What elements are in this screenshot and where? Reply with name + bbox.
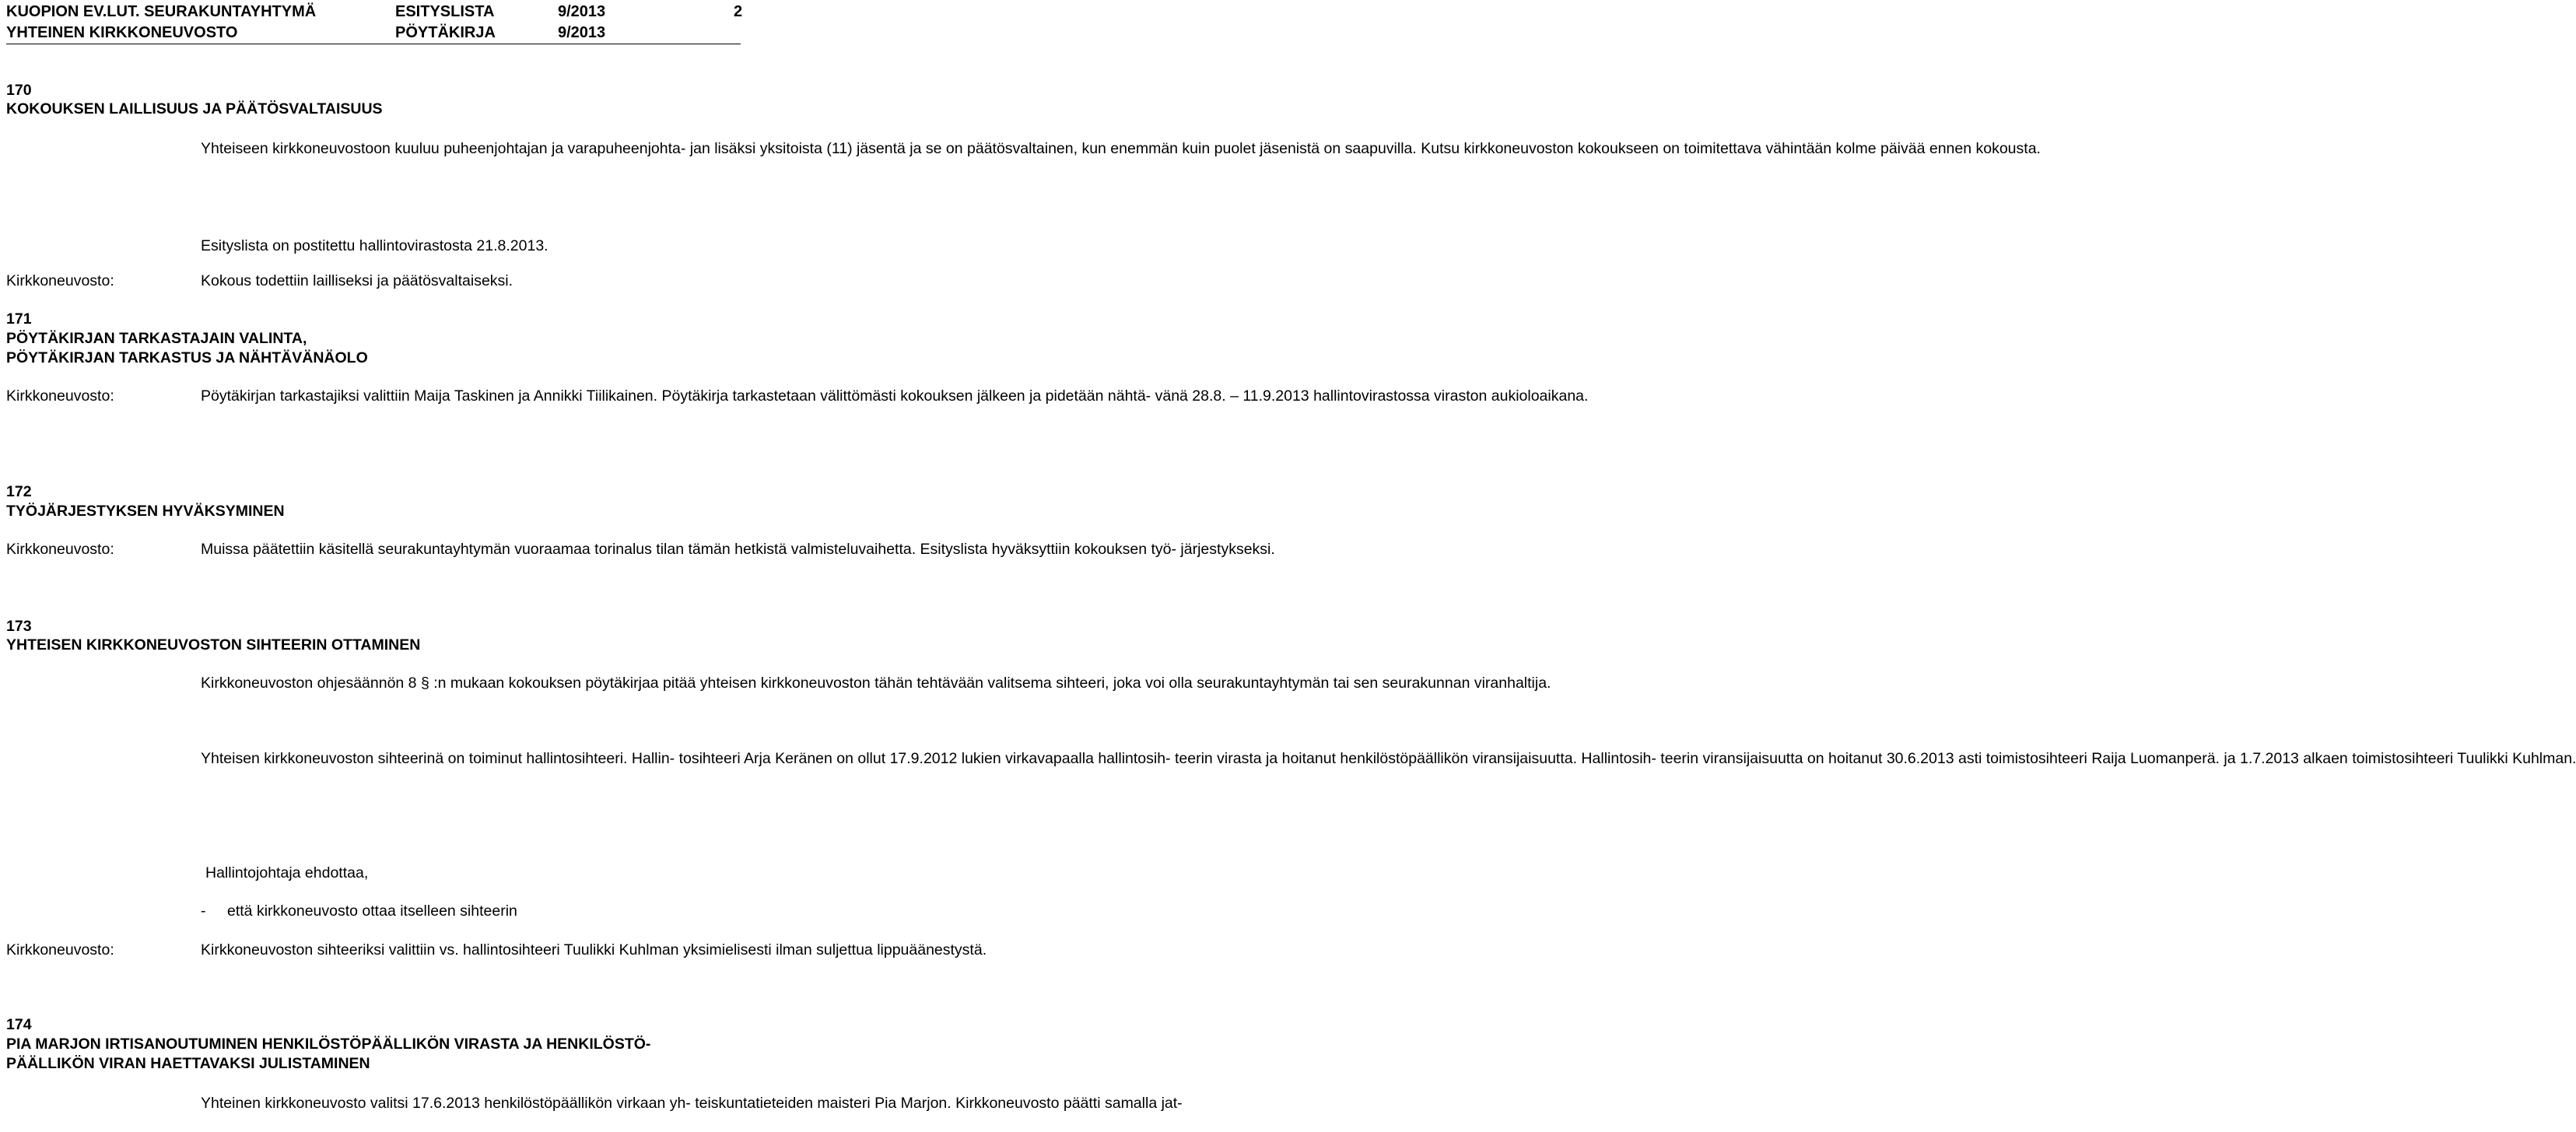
section-170-decision-label: Kirkkoneuvosto: (6, 272, 114, 289)
section-173-decision: Kirkkoneuvoston sihteeriksi valittiin vs. hallintosihteeri Tuulikki Kuhlman yksimielisesti ilman suljettua lippuäänestystä. (201, 941, 987, 959)
list-dash: - (201, 902, 206, 920)
section-172-decision: Muissa päätettiin käsitellä seurakuntayhtymän vuoraamaa torinalus tilan tämän hetkistä valmisteluvaihetta. Esityslista hyväksyttiin kokouksen työ- järjestykseksi. (201, 541, 1275, 558)
section-173-decision-label: Kirkkoneuvosto: (6, 941, 114, 959)
section-174-title: PIA MARJON IRTISANOUTUMINEN HENKILÖSTÖPÄÄLLIKÖN VIRASTA JA HENKILÖSTÖ- PÄÄLLIKÖN VIRAN HAETTAVAKSI JULISTAMINEN (6, 1036, 651, 1072)
section-170-agenda-note: Esityslista on postitettu hallintovirastosta 21.8.2013. (201, 237, 548, 254)
section-172-decision-label: Kirkkoneuvosto: (6, 541, 114, 558)
section-173-proposal-intro: Hallintojohtaja ehdottaa, (205, 864, 369, 881)
section-173-number: 173 (6, 618, 32, 635)
organization-name: KUOPION EV.LUT. SEURAKUNTAYHTYMÄ (6, 3, 317, 20)
page-number: 2 (734, 3, 743, 20)
section-172-title: TYÖJÄRJESTYKSEN HYVÄKSYMINEN (6, 503, 285, 520)
section-171-title: PÖYTÄKIRJAN TARKASTAJAIN VALINTA, PÖYTÄKIRJAN TARKASTUS JA NÄHTÄVÄNÄOLO (6, 330, 368, 366)
body-name: YHTEINEN KIRKKONEUVOSTO (6, 24, 238, 41)
doc-type-agenda: ESITYSLISTA (395, 3, 495, 20)
agenda-number: 9/2013 (558, 3, 606, 20)
minutes-number: 9/2013 (558, 24, 606, 41)
section-173-title: YHTEISEN KIRKKONEUVOSTON SIHTEERIN OTTAMINEN (6, 636, 421, 654)
section-170-title: KOKOUKSEN LAILLISUUS JA PÄÄTÖSVALTAISUUS (6, 100, 383, 117)
proposal-item-text: että kirkkoneuvosto ottaa itselleen sihteerin (227, 902, 517, 920)
section-173-proposal-item (201, 902, 517, 921)
doc-type-minutes: PÖYTÄKIRJA (395, 24, 496, 41)
section-174-number: 174 (6, 1016, 32, 1033)
document-header (6, 2, 744, 45)
section-171-decision-label: Kirkkoneuvosto: (6, 387, 114, 405)
section-172-number: 172 (6, 483, 32, 500)
section-171-decision: Pöytäkirjan tarkastajiksi valittiin Maija Taskinen ja Annikki Tiilikainen. Pöytäkirja tarkastetaan välittömästi kokouksen jälkeen ja pidetään nähtä- vänä 28.8. – 11.9.2013 hallintovirastossa viraston aukioloaikana. (201, 387, 1589, 405)
section-170-paragraph: Yhteiseen kirkkoneuvostoon kuuluu puheenjohtajan ja varapuheenjohta- jan lisäksi yksitoista (11) jäsentä ja se on päätösvaltainen, kun enemmän kuin puolet jäsenistä on saapuvilla. Kutsu kirkkoneuvoston kokoukseen on toimitettava vähintään kolme päivää ennen kokousta. (201, 140, 2041, 157)
section-171-number: 171 (6, 310, 32, 328)
section-170-number: 170 (6, 82, 32, 99)
section-173-paragraph-1: Kirkkoneuvoston ohjesäännön 8 § :n mukaan kokouksen pöytäkirjaa pitää yhteisen kirkkoneuvoston tähän tehtävään valitsema sihteeri, joka voi olla seurakuntayhtymän tai sen seurakunnan viranhaltija. (201, 675, 1551, 692)
section-170-decision: Kokous todettiin lailliseksi ja päätösvaltaiseksi. (201, 272, 513, 289)
section-173-paragraph-2: Yhteisen kirkkoneuvoston sihteerinä on toiminut hallintosihteeri. Hallin- tosihteeri Arja Keränen on ollut 17.9.2012 lukien virkavapaalla hallintosih- teerin virasta ja hoitanut henkilöstöpäällikön viransijaisuutta. Hallintosih- teerin viransijaisuutta on hoitanut 30.6.2013 asti toimistosihteeri Raija Luomanperä. ja 1.7.2013 alkaen toimistosihteeri Tuulikki Kuhlman. (201, 750, 2576, 767)
section-174-paragraph: Yhteinen kirkkoneuvosto valitsi 17.6.2013 henkilöstöpäällikön virkaan yh- teiskuntatieteiden maisteri Pia Marjon. Kirkkoneuvosto päätti samalla jat- (201, 1095, 1183, 1112)
